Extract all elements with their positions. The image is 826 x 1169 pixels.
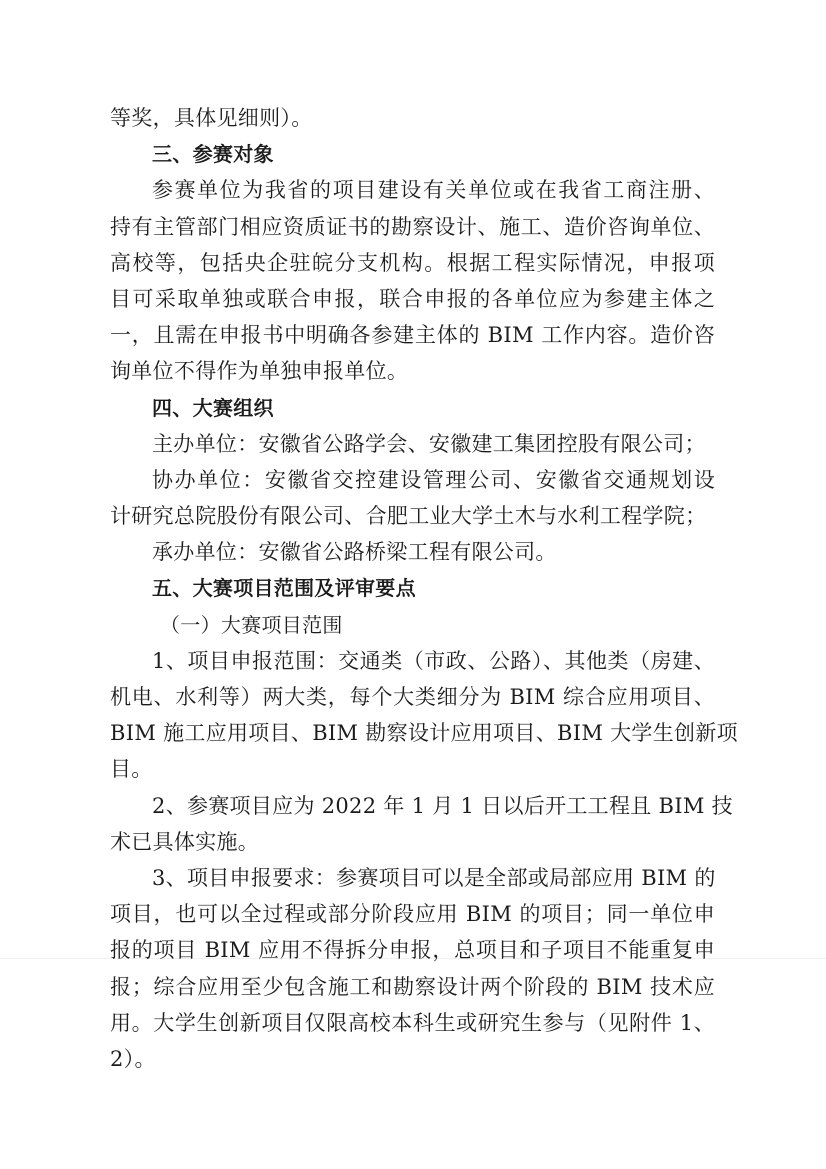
text-line: 机电、水利等）两大类，每个大类细分为 BIM 综合应用项目、 [110, 685, 715, 709]
text-line: 一，且需在申报书中明确各参建主体的 BIM 工作内容。造价咨 [110, 323, 715, 348]
text-line: 报的项目 BIM 应用不得拆分申报，总项目和子项目不能重复申 [110, 938, 715, 963]
text-line: 2、参赛项目应为 2022 年 1 月 1 日以后开工工程且 BIM 技 [152, 793, 733, 818]
text-line: 2）。 [110, 1046, 156, 1071]
paragraph [110, 788, 733, 860]
text-line: 高校等，包括央企驻皖分支机构。根据工程实际情况，申报项 [110, 250, 715, 275]
paragraph [110, 643, 738, 788]
section-heading [110, 390, 715, 426]
text-line: 等奖，具体见细则）。 [110, 106, 313, 130]
text-line: 计研究总院股份有限公司、合肥工业大学土木与水利工程学院； [110, 504, 707, 529]
section-heading [110, 136, 715, 172]
paragraph [110, 462, 715, 534]
text-line: 报；综合应用至少包含施工和勘察设计两个阶段的 BIM 技术应 [110, 974, 715, 999]
text-line: 项目，也可以全过程或部分阶段应用 BIM 的项目；同一单位申 [110, 902, 715, 927]
subsection-heading [110, 607, 715, 643]
paragraph [110, 172, 715, 389]
text-line: 五、大赛项目范围及评审要点 [152, 576, 416, 601]
paragraph [110, 100, 715, 136]
text-line: 目。 [110, 757, 153, 782]
text-line: 3、项目申报要求：参赛项目可以是全部或局部应用 BIM 的 [152, 865, 716, 890]
text-line: 用。大学生创新项目仅限高校本科生或研究生参与（见附件 1、 [110, 1010, 715, 1035]
text-line: （一）大赛项目范围 [160, 612, 343, 637]
paragraph [110, 534, 715, 570]
text-line: 三、参赛对象 [152, 142, 274, 167]
text-line: 询单位不得作为单独申报单位。 [110, 359, 409, 384]
text-line: 四、大赛组织 [152, 395, 274, 420]
text-line: 参赛单位为我省的项目建设有关单位或在我省工商注册、 [152, 178, 715, 203]
text-line: 目可采取单独或联合申报，联合申报的各单位应为参建主体之 [110, 286, 715, 311]
text-line: BIM 施工应用项目、BIM 勘察设计应用项目、BIM 大学生创新项 [110, 721, 738, 746]
text-line: 1、项目申报范围：交通类（市政、公路）、其他类（房建、 [152, 648, 715, 673]
paragraph [110, 860, 715, 1077]
text-line: 协办单位：安徽省交控建设管理公司、安徽省交通规划设 [152, 467, 715, 492]
text-line: 持有主管部门相应资质证书的勘察设计、施工、造价咨询单位、 [110, 214, 715, 239]
document-body [110, 100, 738, 1077]
section-heading [110, 570, 715, 606]
text-line: 承办单位：安徽省公路桥梁工程有限公司。 [152, 540, 557, 565]
text-line: 术已具体实施。 [110, 829, 260, 854]
paragraph [110, 426, 715, 462]
text-line: 主办单位：安徽省公路学会、安徽建工集团控股有限公司； [152, 431, 706, 456]
